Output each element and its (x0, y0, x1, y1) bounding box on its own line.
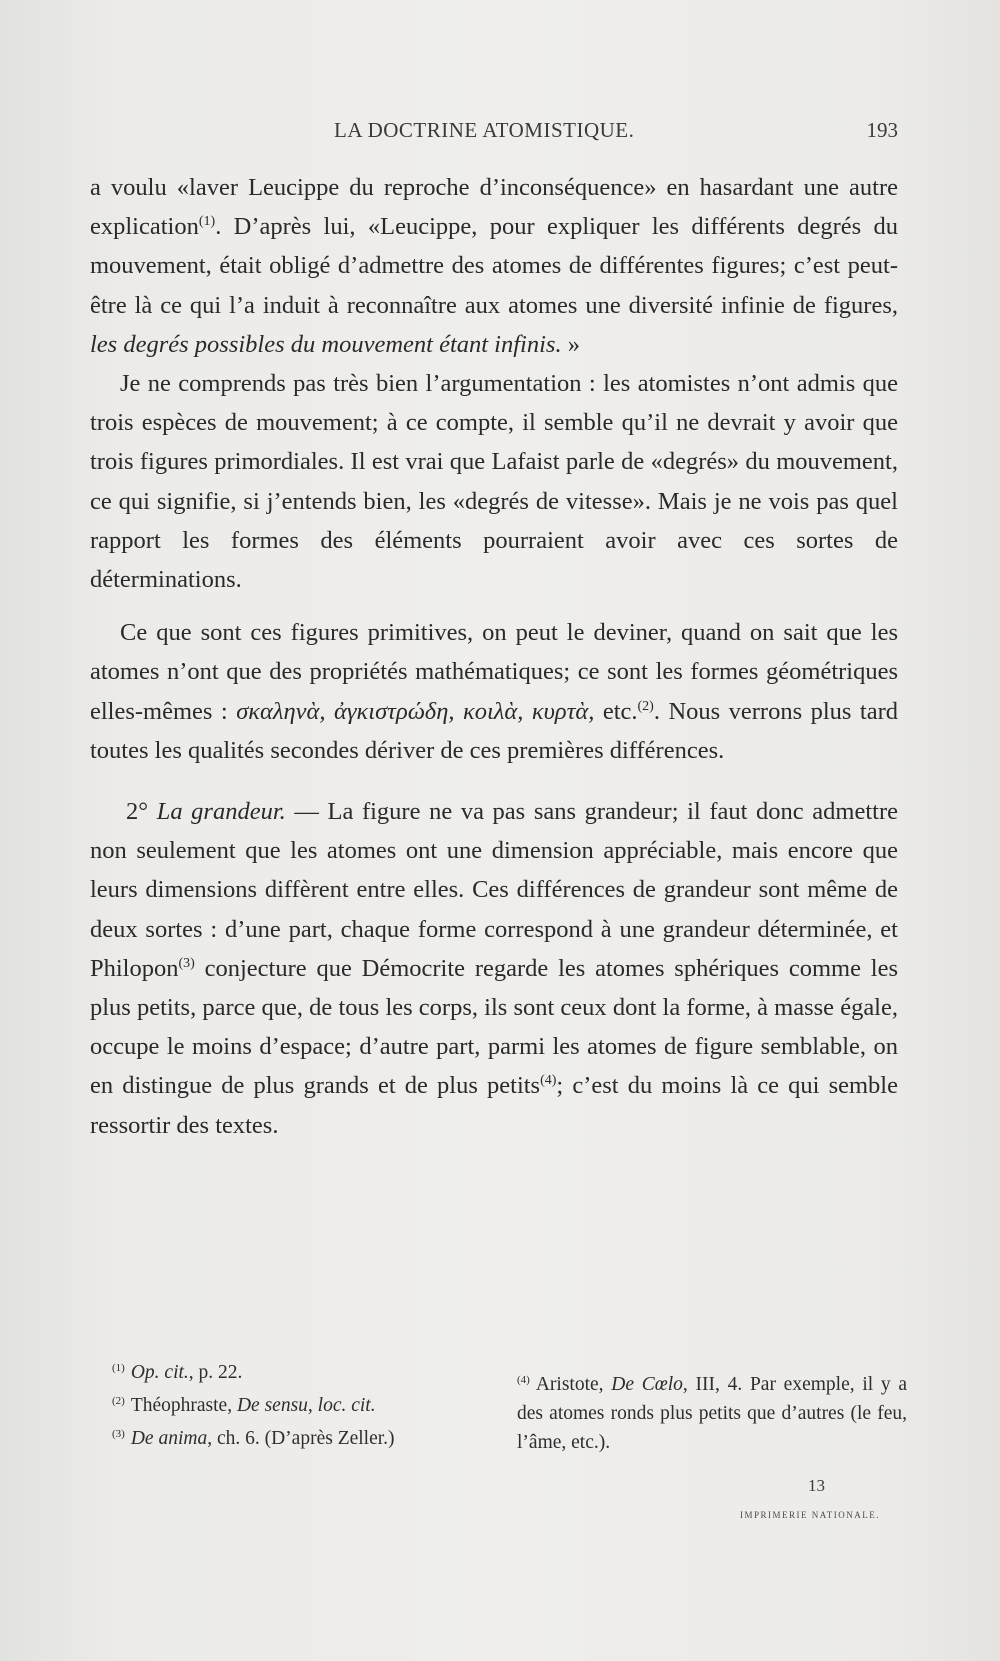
page-number: 193 (866, 118, 898, 142)
section-number: 2° (126, 798, 149, 826)
footnote-2 (112, 1387, 492, 1420)
footnote-ref-4: (4) (540, 1073, 557, 1089)
running-title: LA DOCTRINE ATOMISTIQUE. (334, 118, 635, 142)
paragraph-1-end: » (561, 330, 580, 358)
paragraph-3-text-a: Ce que sont ces figures primitives, on peut le deviner, quand on sait que les atomes n’ont que des propriétés mathématiques; ce sont les formes géométriques elles-mêmes : (90, 619, 898, 725)
footnote-2-italic: De sensu, loc. cit. (236, 1395, 376, 1416)
paragraph-2: Je ne comprends pas très bien l’argumentation : les atomistes n’ont admis que trois espèces de mouvement; à ce compte, il semble qu’il ne devrait y avoir que trois figures primordiales. Il est vrai que Lafaist parle de «degrés» du mouvement, ce qui signifie, si j’entends bien, les «degrés de vitesse». Mais je ne vois pas quel rapport les formes des éléments pourraient avoir avec ces sortes de déterminations. (90, 370, 898, 594)
footnote-3 (112, 1420, 492, 1453)
paragraph-3-text-b: etc. (594, 697, 638, 725)
section-title: La grandeur. (156, 798, 286, 826)
footnote-1-italic: Op. cit. (130, 1362, 189, 1383)
paragraph-3 (90, 613, 898, 770)
footnote-2-marker: (2) (112, 1395, 125, 1407)
footnote-4 (517, 1366, 907, 1457)
paragraph-4-text-c: ; c’est du moins là ce qui semble ressortir des textes. (90, 1072, 898, 1139)
footnote-4-italic: De Cœlo (611, 1374, 683, 1395)
footnotes-right-column (517, 1366, 907, 1457)
greek-terms: σκαληνὰ, ἀγκιστρώδη, κοιλὰ, κυρτὰ, (236, 697, 595, 725)
paragraph-1-text-b: . D’après lui, «Leucippe, pour expliquer les différents degrés du mouvement, était obligé d’admettre des atomes de différentes figures; c’est peut-être là ce qui l’a induit à reconnaître aux atomes une diversité infinie de figures, (90, 213, 898, 319)
printer-imprint: IMPRIMERIE NATIONALE. (740, 1510, 880, 1520)
footnote-ref-1: (1) (198, 214, 216, 230)
footnote-4-marker: (4) (517, 1374, 530, 1386)
paragraph-4-text-b: conjecture que Démocrite regarde les atomes sphériques comme les plus petits, parce que, de tous les corps, ils sont ceux dont la forme, à masse égale, occupe le moins d’espace; d’autre part, parmi les atomes de figure semblable, on en distingue de plus grands et de plus petits (90, 954, 898, 1100)
paragraph-4 (90, 792, 898, 1145)
footnote-2-text: Théophraste, (130, 1395, 237, 1416)
page-header (92, 118, 898, 148)
paragraph-1 (90, 168, 898, 364)
paragraph-4-text-a: — La figure ne va pas sans grandeur; il faut donc admettre non seulement que les atomes ont une dimension appréciable, mais encore que leurs dimensions diffèrent entre elles. Ces différences de grandeur sont même de deux sortes : d’une part, chaque forme correspond à une grandeur déterminée, et Philopon (90, 798, 899, 982)
footnote-3-marker: (3) (112, 1428, 125, 1440)
body-text (90, 168, 898, 1145)
footnote-1-rest: , p. 22. (188, 1362, 243, 1383)
footnote-4-rest: , III, 4. Par exemple, il y a des atomes ronds plus petits que d’autres (le feu, l’âme, etc.). (517, 1374, 908, 1453)
footnotes-left-column (112, 1354, 492, 1453)
footnote-3-italic: De anima (130, 1428, 208, 1449)
paragraph-1-text-a: a voulu «laver Leucippe du reproche d’inconséquence» en hasardant une autre explication (90, 174, 898, 241)
footnote-1-marker: (1) (112, 1362, 125, 1374)
footnote-3-rest: , ch. 6. (D’après Zeller.) (207, 1428, 395, 1449)
paragraph-1-italic: les degrés possibles du mouvement étant infinis. (90, 330, 562, 358)
footnote-ref-3: (3) (178, 955, 195, 971)
paragraph-3-text-c: . Nous verrons plus tard toutes les qualités secondes dériver de ces premières différences. (90, 697, 898, 764)
footnote-4-text: Aristote, (535, 1374, 612, 1395)
footnote-1 (112, 1354, 492, 1387)
footnote-ref-2: (2) (637, 698, 654, 714)
signature-mark: 13 (808, 1476, 825, 1495)
